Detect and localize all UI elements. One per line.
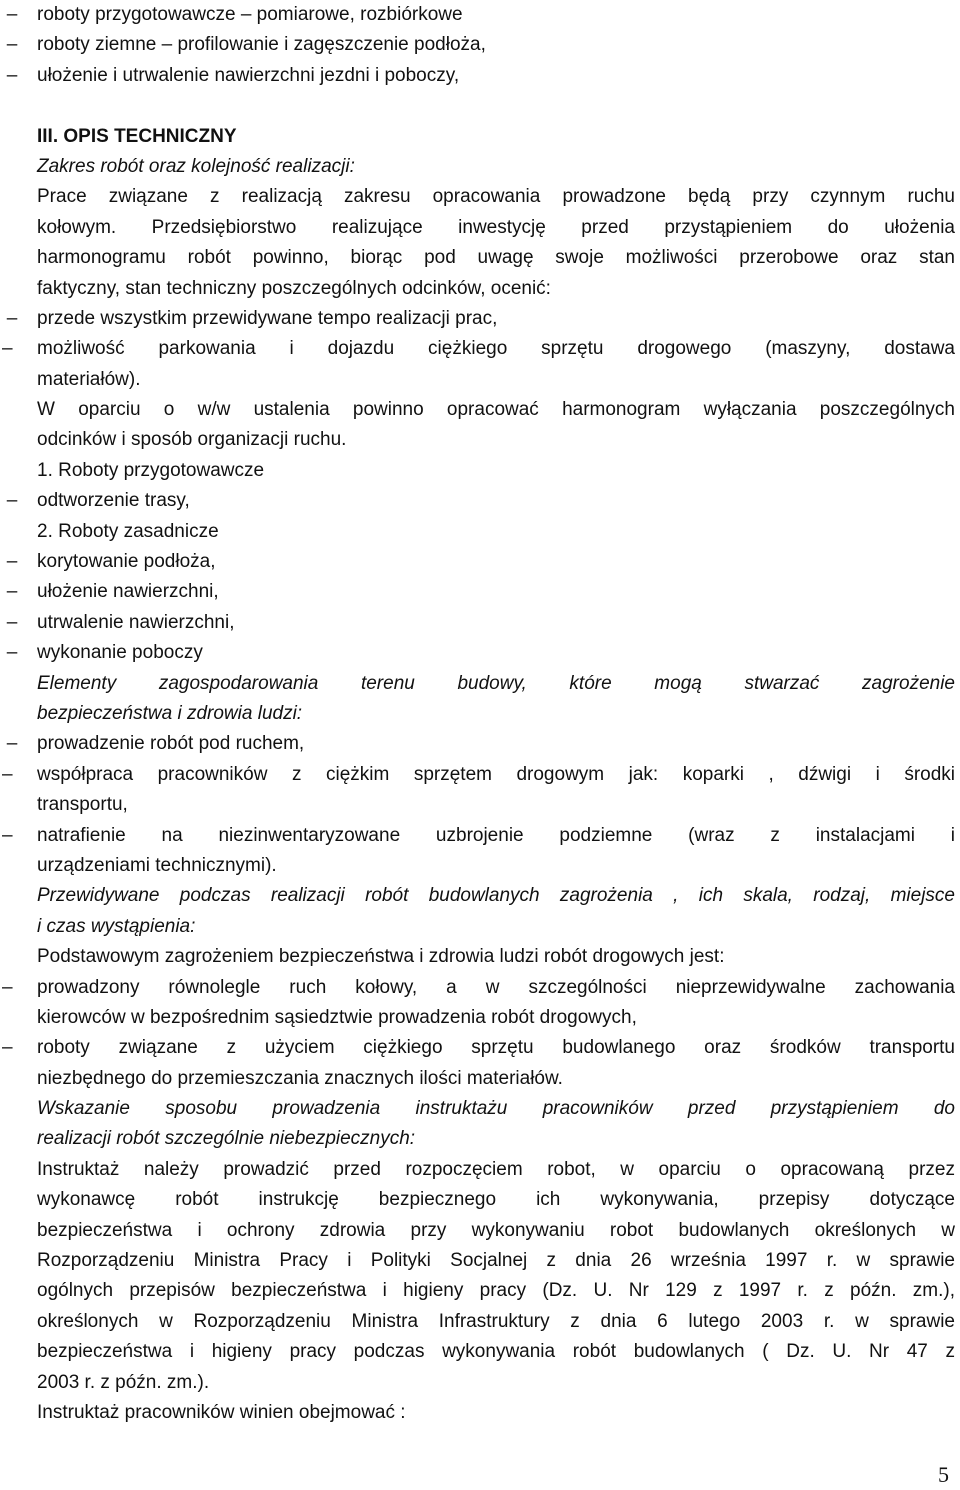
- main-works-item: [6, 547, 955, 577]
- main-works-item-text: korytowanie podłoża,: [37, 551, 216, 573]
- main-works-item: [6, 638, 955, 668]
- hazards-item-text: kierowców w bezpośrednim sąsiedztwie prowadzenia robót drogowych,: [37, 1006, 637, 1028]
- assessment-item: [37, 365, 955, 395]
- hazards-item: [37, 1003, 955, 1033]
- training-paragraph-line: [37, 1155, 955, 1185]
- assessment-item: [6, 304, 955, 334]
- prep-works-item-text: odtworzenie trasy,: [37, 490, 190, 512]
- elements-item-text: prowadzenie robót pod ruchem,: [37, 733, 305, 755]
- intro-paragraph-line: [37, 213, 955, 243]
- top-list-item-text: roboty ziemne – profilowanie i zagęszczenie podłoża,: [37, 34, 486, 56]
- training-paragraph-line: [37, 1368, 955, 1398]
- top-list-item-text: roboty przygotowawcze – pomiarowe, rozbiórkowe: [37, 4, 463, 25]
- training-heading-line: [37, 1094, 955, 1124]
- hazards-heading-line-text: Przewidywane podczas realizacji robót budowlanych zagrożenia , ich skala, rodzaj, miejsce: [37, 885, 955, 907]
- plan-paragraph-line-text: W oparciu o w/w ustalenia powinno opracować harmonogram wyłączania poszczególnych: [37, 399, 955, 421]
- training-paragraph-line: [37, 1246, 955, 1276]
- bullet-dash: –: [2, 976, 13, 998]
- top-list-item-text: ułożenie i utrwalenie nawierzchni jezdni i poboczy,: [37, 64, 460, 86]
- hazards-intro: [37, 942, 955, 972]
- top-list-item: [6, 0, 955, 30]
- page-number: 5: [938, 1462, 949, 1487]
- elements-item: [2, 821, 955, 851]
- plan-paragraph-line: [37, 425, 955, 455]
- training-paragraph-line-text: określonych w Rozporządzeniu Ministra Infrastruktury z dnia 6 lutego 2003 r. w sprawie: [37, 1310, 955, 1332]
- hazards-heading-line-text: i czas wystąpienia:: [37, 915, 196, 937]
- training-paragraph-line: [37, 1276, 955, 1306]
- training-paragraph-line-text: 2003 r. z późn. zm.).: [37, 1371, 210, 1393]
- section-heading-text: III. OPIS TECHNICZNY: [37, 125, 237, 147]
- elements-item: [6, 729, 955, 759]
- training-paragraph-line: [37, 1185, 955, 1215]
- elements-item: [37, 790, 955, 820]
- elements-heading-line-text: bezpieczeństwa i zdrowia ludzi:: [37, 702, 303, 724]
- intro-paragraph-line-text: faktyczny, stan techniczny poszczególnych odcinków, ocenić:: [37, 277, 551, 299]
- training-paragraph-line: [37, 1307, 955, 1337]
- elements-item-text: natrafienie na niezinwentaryzowane uzbrojenie podziemne (wraz z instalacjami i: [37, 824, 955, 846]
- training-paragraph-line-text: bezpieczeństwa i higieny pracy podczas wykonywania robót budowlanych ( Dz. U. Nr 47 z: [37, 1341, 955, 1363]
- bullet-dash: –: [2, 1037, 13, 1059]
- prep-works-heading-text: 1. Roboty przygotowawcze: [37, 459, 265, 481]
- training-paragraph-line: [37, 1216, 955, 1246]
- main-works-heading: [37, 517, 955, 547]
- section-heading: [37, 122, 955, 152]
- intro-paragraph-line-text: kołowym. Przedsiębiorstwo realizujące inwestycję przed przystąpieniem do ułożenia: [37, 216, 955, 238]
- main-works-item-text: ułożenie nawierzchni,: [37, 581, 219, 603]
- main-works-heading-text: 2. Roboty zasadnicze: [37, 520, 219, 542]
- closing-line: [37, 1398, 955, 1428]
- hazards-item: [2, 973, 955, 1003]
- prep-works-item: [6, 486, 955, 516]
- training-heading-line-text: realizacji robót szczególnie niebezpiecznych:: [37, 1128, 416, 1150]
- bullet-dash: –: [6, 307, 18, 329]
- bullet-dash: –: [6, 642, 18, 664]
- training-heading-line-text: Wskazanie sposobu prowadzenia instruktażu pracowników przed przystąpieniem do: [37, 1098, 955, 1120]
- assessment-item-text: możliwość parkowania i dojazdu ciężkiego sprzętu drogowego (maszyny, dostawa: [37, 338, 955, 360]
- bullet-dash: –: [6, 64, 18, 86]
- bullet-dash: –: [6, 611, 18, 633]
- training-paragraph-line-text: ogólnych przepisów bezpieczeństwa i higieny pracy (Dz. U. Nr 129 z 1997 r. z późn. zm.),: [37, 1280, 955, 1302]
- hazards-item-text: prowadzony równolegle ruch kołowy, a w szczególności nieprzewidywalne zachowania: [37, 976, 955, 998]
- bullet-dash: –: [6, 581, 18, 603]
- training-paragraph-line-text: Rozporządzeniu Ministra Pracy i Polityki Socjalnej z dnia 26 września 1997 r. w sprawie: [37, 1250, 955, 1272]
- elements-item: [2, 760, 955, 790]
- training-paragraph-line: [37, 1337, 955, 1367]
- bullet-dash: –: [2, 338, 13, 360]
- training-paragraph-line-text: wykonawcę robót instrukcję bezpiecznego ich wykonywania, przepisy dotyczące: [37, 1189, 955, 1211]
- prep-works-heading: [37, 456, 955, 486]
- main-works-item-text: utrwalenie nawierzchni,: [37, 611, 235, 633]
- main-works-item: [6, 577, 955, 607]
- hazards-item-text: niezbędnego do przemieszczania znacznych ilości materiałów.: [37, 1067, 563, 1089]
- elements-item: [37, 851, 955, 881]
- main-works-item: [6, 608, 955, 638]
- blank-line: [37, 91, 955, 121]
- intro-paragraph-line: [37, 182, 955, 212]
- training-paragraph-line-text: Instruktaż należy prowadzić przed rozpoczęciem robot, w oparciu o opracowaną przez: [37, 1158, 955, 1180]
- plan-paragraph-line: [37, 395, 955, 425]
- bullet-dash: –: [6, 4, 18, 25]
- hazards-item-text: roboty związane z użyciem ciężkiego sprzętu budowlanego oraz środków transportu: [37, 1037, 955, 1059]
- elements-heading-line: [37, 699, 955, 729]
- elements-heading-line: [37, 669, 955, 699]
- assessment-item-text: materiałów).: [37, 368, 141, 390]
- bullet-dash: –: [6, 34, 18, 56]
- intro-paragraph-line-text: Prace związane z realizacją zakresu opracowania prowadzone będą przy czynnym ruchu: [37, 186, 955, 208]
- hazards-heading-line: [37, 881, 955, 911]
- plan-paragraph-line-text: odcinków i sposób organizacji ruchu.: [37, 429, 347, 451]
- hazards-item: [37, 1064, 955, 1094]
- scope-label: [37, 152, 955, 182]
- elements-heading-line-text: Elementy zagospodarowania terenu budowy, które mogą stwarzać zagrożenie: [37, 672, 955, 694]
- intro-paragraph-line: [37, 274, 955, 304]
- closing-line-text: Instruktaż pracowników winien obejmować :: [37, 1401, 406, 1423]
- hazards-item: [2, 1033, 955, 1063]
- intro-paragraph-line: [37, 243, 955, 273]
- elements-item-text: transportu,: [37, 794, 128, 816]
- bullet-dash: –: [2, 763, 13, 785]
- main-works-item-text: wykonanie poboczy: [37, 642, 203, 664]
- intro-paragraph-line-text: harmonogramu robót powinno, biorąc pod uwagę swoje możliwości przerobowe oraz stan: [37, 247, 955, 269]
- training-paragraph-line-text: bezpieczeństwa i ochrony zdrowia przy wykonywaniu robot budowlanych określonych w: [37, 1219, 955, 1241]
- document-body: [2, 0, 955, 1428]
- assessment-item: [2, 334, 955, 364]
- bullet-dash: –: [6, 733, 18, 755]
- elements-item-text: współpraca pracowników z ciężkim sprzętem drogowym jak: koparki , dźwigi i środki: [37, 763, 955, 785]
- hazards-heading-line: [37, 912, 955, 942]
- hazards-intro-text: Podstawowym zagrożeniem bezpieczeństwa i zdrowia ludzi robót drogowych jest:: [37, 946, 725, 968]
- assessment-item-text: przede wszystkim przewidywane tempo realizacji prac,: [37, 307, 498, 329]
- top-list-item: [6, 61, 955, 91]
- bullet-dash: –: [6, 551, 18, 573]
- training-heading-line: [37, 1124, 955, 1154]
- bullet-dash: –: [6, 490, 18, 512]
- top-list-item: [6, 30, 955, 60]
- scope-label-text: Zakres robót oraz kolejność realizacji:: [37, 155, 355, 177]
- elements-item-text: urządzeniami technicznymi).: [37, 854, 277, 876]
- bullet-dash: –: [2, 824, 13, 846]
